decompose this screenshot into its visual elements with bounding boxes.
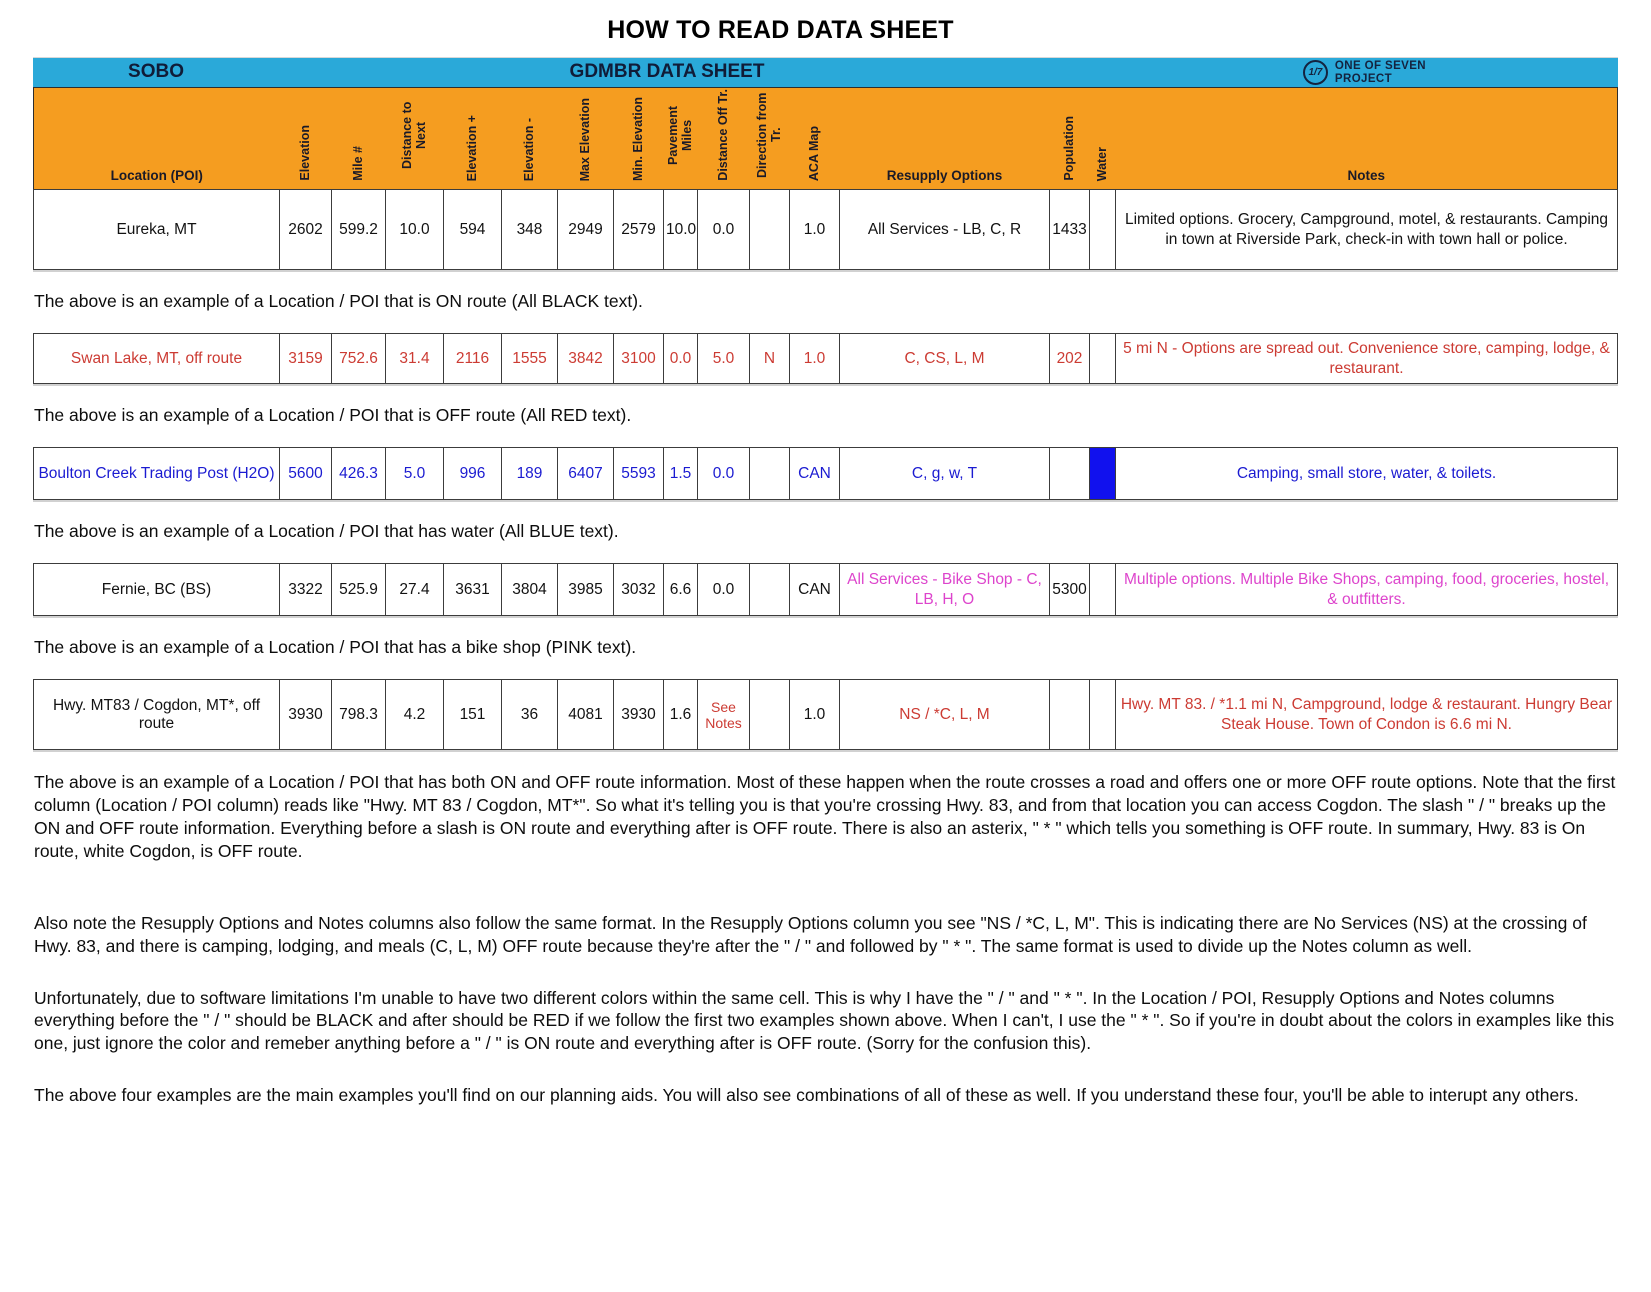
col-header-elevation: Elevation <box>280 88 332 190</box>
cell-max-elevation: 6407 <box>558 448 614 500</box>
cell-min-elevation: 5593 <box>614 448 664 500</box>
cell-max-elevation: 2949 <box>558 190 614 270</box>
logo-text-line2: PROJECT <box>1334 72 1393 85</box>
cell-aca-map: 1.0 <box>790 190 840 270</box>
cell-max-elevation: 4081 <box>558 680 614 750</box>
col-header-elevation-plus: Elevation + <box>444 88 502 190</box>
col-header-pavement-miles: Pavement Miles <box>664 88 698 190</box>
cell-distance-to-next: 4.2 <box>386 680 444 750</box>
cell-elevation-minus: 189 <box>502 448 558 500</box>
cell-elevation-plus: 151 <box>444 680 502 750</box>
example-row-bike-shop <box>34 564 1618 616</box>
on-off-mixed-table <box>33 679 1618 750</box>
cell-elevation: 2602 <box>280 190 332 270</box>
cell-elevation: 5600 <box>280 448 332 500</box>
cell-water-filled <box>1090 448 1116 500</box>
cell-aca-map: CAN <box>790 564 840 616</box>
cell-max-elevation: 3842 <box>558 334 614 384</box>
sheet-title: GDMBR DATA SHEET <box>569 61 765 82</box>
cell-elevation-minus: 36 <box>502 680 558 750</box>
water-table <box>33 447 1618 500</box>
col-header-distance-to-next: Distance to Next <box>386 88 444 190</box>
cell-location: Hwy. MT83 / Cogdon, MT*, off route <box>34 680 280 750</box>
cell-distance-to-next: 31.4 <box>386 334 444 384</box>
col-header-water: Water <box>1090 88 1116 190</box>
cell-pavement-miles: 1.6 <box>664 680 698 750</box>
cell-direction-from-tr <box>750 680 790 750</box>
cell-notes: Camping, small store, water, & toilets. <box>1116 448 1618 500</box>
cell-pavement-miles: 10.0 <box>664 190 698 270</box>
col-header-direction-from-tr: Direction from Tr. <box>750 88 790 190</box>
cell-water <box>1090 334 1116 384</box>
cell-resupply-options: C, CS, L, M <box>840 334 1050 384</box>
cell-notes: Hwy. MT 83. / *1.1 mi N, Campground, lodge & restaurant. Hungry Bear Steak House. Town of Condon is 6.6 mi N. <box>1116 680 1618 750</box>
para-resupply-format: Also note the Resupply Options and Notes columns also follow the same format. In the Resupply Options column you see "NS / *C, L, M". This is indicating there are No Services (NS) at the crossing of Hwy. 83, and there is camping, lodging, and meals (C, L, M) OFF route because they're after the " / " and followed by " * ". The same format is used to divide up the Notes column as well. <box>34 912 1587 956</box>
page-title: HOW TO READ DATA SHEET <box>607 16 954 44</box>
cell-max-elevation: 3985 <box>558 564 614 616</box>
caption-on-route: The above is an example of a Location / POI that is ON route (All BLACK text). <box>34 291 643 311</box>
cell-min-elevation: 3032 <box>614 564 664 616</box>
cell-notes: Limited options. Grocery, Campground, motel, & restaurants. Camping in town at Riverside Park, check-in with town hall or police. <box>1116 190 1618 270</box>
cell-distance-to-next: 5.0 <box>386 448 444 500</box>
one-seventh-fraction-icon: 1/7 <box>1303 60 1328 85</box>
para-summary: The above four examples are the main examples you'll find on our planning aids. You will also see combinations of all of these as well. If you understand these four, you'll be able to interupt any others. <box>34 1085 1579 1106</box>
cell-distance-off-tr: 0.0 <box>698 448 750 500</box>
cell-min-elevation: 3100 <box>614 334 664 384</box>
cell-resupply-options: C, g, w, T <box>840 448 1050 500</box>
data-sheet <box>33 57 1618 1107</box>
cell-elevation-minus: 348 <box>502 190 558 270</box>
cell-min-elevation: 3930 <box>614 680 664 750</box>
column-header-row <box>34 88 1618 190</box>
cell-pavement-miles: 6.6 <box>664 564 698 616</box>
cell-aca-map: CAN <box>790 448 840 500</box>
cell-elevation: 3322 <box>280 564 332 616</box>
caption-bike-shop: The above is an example of a Location / POI that has a bike shop (PINK text). <box>34 637 637 657</box>
cell-direction-from-tr <box>750 448 790 500</box>
cell-direction-from-tr: N <box>750 334 790 384</box>
cell-mile: 752.6 <box>332 334 386 384</box>
cell-elevation-plus: 996 <box>444 448 502 500</box>
col-header-aca-map: ACA Map <box>790 88 840 190</box>
example-row-on-off-mixed <box>34 680 1618 750</box>
para-on-off-explainer: The above is an example of a Location / POI that has both ON and OFF route information. Most of these happen when the route crosses a road and offers one or more OFF route options. Note that the first column (Location / POI column) reads like "Hwy. MT 83 / Cogdon, MT*". So what it's telling you is that you're crossing Hwy. 83, and from that location you can access Cogdon. The slash " / " breaks up the ON and OFF route information. Everything before a slash is ON route and everything after is OFF route. There is also an asterix, " * " which tells you something is OFF route. In summary, Hwy. 83 is On route, white Cogdon, is OFF route. <box>34 772 1616 861</box>
col-header-max-elevation: Max Elevation <box>558 88 614 190</box>
cell-population: 202 <box>1050 334 1090 384</box>
cell-aca-map: 1.0 <box>790 680 840 750</box>
sheet-header-bar <box>33 57 1618 87</box>
col-header-notes: Notes <box>1116 88 1618 190</box>
cell-water <box>1090 564 1116 616</box>
cell-resupply-options: All Services - Bike Shop - C, LB, H, O <box>840 564 1050 616</box>
cell-location: Fernie, BC (BS) <box>34 564 280 616</box>
cell-elevation-plus: 2116 <box>444 334 502 384</box>
cell-direction-from-tr <box>750 564 790 616</box>
cell-location: Boulton Creek Trading Post (H2O) <box>34 448 280 500</box>
cell-water <box>1090 190 1116 270</box>
col-header-elevation-minus: Elevation - <box>502 88 558 190</box>
cell-elevation: 3159 <box>280 334 332 384</box>
col-header-population: Population <box>1050 88 1090 190</box>
cell-elevation-minus: 1555 <box>502 334 558 384</box>
example-row-on-route <box>34 190 1618 270</box>
cell-population: 5300 <box>1050 564 1090 616</box>
col-header-location: Location (POI) <box>34 88 280 190</box>
cell-mile: 798.3 <box>332 680 386 750</box>
example-row-water <box>34 448 1618 500</box>
para-color-limitation: Unfortunately, due to software limitations I'm unable to have two different colors within the same cell. This is why I have the " / " and " * ". In the Location / POI, Resupply Options and Notes columns everything before the " / " should be BLACK and after should be RED if we follow the first two examples shown above. When I can't, I use the " * ". So if you're in doubt about the colors in examples like this one, just ignore the color and remeber anything before a " / " is ON route and everything after is OFF route. (Sorry for the confusion this). <box>34 987 1615 1054</box>
cell-water <box>1090 680 1116 750</box>
cell-location: Swan Lake, MT, off route <box>34 334 280 384</box>
col-header-min-elevation: Min. Elevation <box>614 88 664 190</box>
cell-resupply-options: NS / *C, L, M <box>840 680 1050 750</box>
logo-text-line1: ONE OF SEVEN <box>1334 60 1426 73</box>
cell-aca-map: 1.0 <box>790 334 840 384</box>
cell-population <box>1050 448 1090 500</box>
example-row-off-route <box>34 334 1618 384</box>
off-route-table <box>33 333 1618 384</box>
cell-elevation-plus: 594 <box>444 190 502 270</box>
cell-elevation-minus: 3804 <box>502 564 558 616</box>
cell-pavement-miles: 1.5 <box>664 448 698 500</box>
cell-distance-to-next: 10.0 <box>386 190 444 270</box>
cell-pavement-miles: 0.0 <box>664 334 698 384</box>
cell-location: Eureka, MT <box>34 190 280 270</box>
cell-distance-off-tr: 5.0 <box>698 334 750 384</box>
cell-notes: Multiple options. Multiple Bike Shops, camping, food, groceries, hostel, & outfitters. <box>1116 564 1618 616</box>
header-and-on-route-table <box>33 87 1618 270</box>
cell-notes: 5 mi N - Options are spread out. Convenience store, camping, lodge, & restaurant. <box>1116 334 1618 384</box>
col-header-distance-off-tr: Distance Off Tr. <box>698 88 750 190</box>
cell-elevation-plus: 3631 <box>444 564 502 616</box>
cell-elevation: 3930 <box>280 680 332 750</box>
cell-distance-off-tr: 0.0 <box>698 190 750 270</box>
one-of-seven-logo <box>1303 60 1426 85</box>
cell-population: 1433 <box>1050 190 1090 270</box>
cell-mile: 599.2 <box>332 190 386 270</box>
cell-distance-off-tr: 0.0 <box>698 564 750 616</box>
col-header-mile: Mile # <box>332 88 386 190</box>
cell-distance-to-next: 27.4 <box>386 564 444 616</box>
cell-population <box>1050 680 1090 750</box>
direction-label: SOBO <box>128 61 184 82</box>
cell-min-elevation: 2579 <box>614 190 664 270</box>
logo-text <box>1335 60 1426 84</box>
cell-mile: 426.3 <box>332 448 386 500</box>
cell-resupply-options: All Services - LB, C, R <box>840 190 1050 270</box>
col-header-resupply-options: Resupply Options <box>840 88 1050 190</box>
caption-water: The above is an example of a Location / POI that has water (All BLUE text). <box>34 521 619 541</box>
cell-direction-from-tr <box>750 190 790 270</box>
cell-mile: 525.9 <box>332 564 386 616</box>
caption-off-route: The above is an example of a Location / POI that is OFF route (All RED text). <box>34 405 632 425</box>
bike-shop-table <box>33 563 1618 616</box>
cell-distance-off-tr: See Notes <box>698 680 750 750</box>
